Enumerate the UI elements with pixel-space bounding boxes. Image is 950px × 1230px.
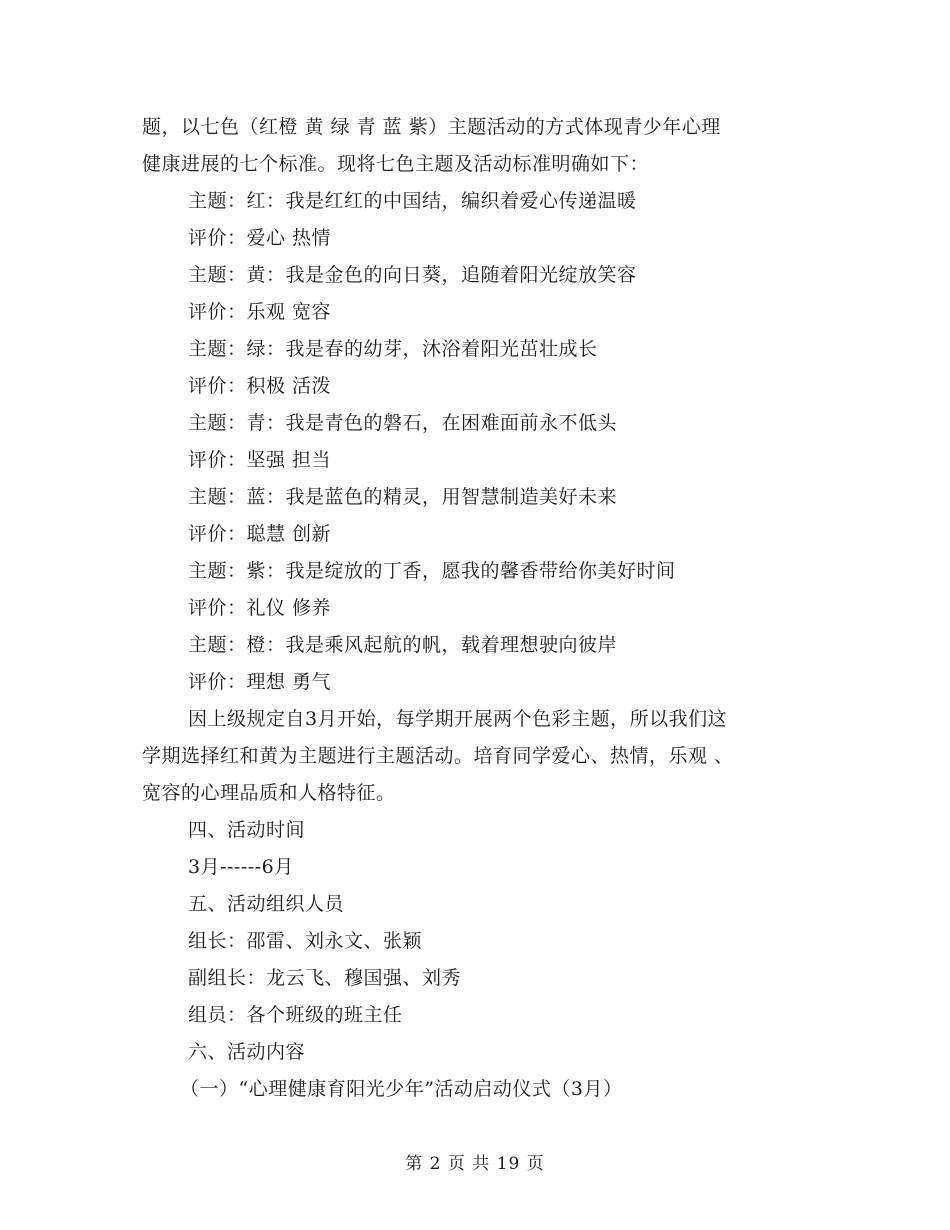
text-line: 学期选择红和黄为主题进行主题活动。培育同学爱心、热情，乐观 、 — [142, 745, 734, 767]
text-line: 主题：紫：我是绽放的丁香，愿我的馨香带给你美好时间 — [188, 560, 676, 582]
subsection-heading: （一）“心理健康育阳光少年”活动启动仪式（3月） — [180, 1078, 623, 1100]
text-line: 主题：红：我是红红的中国结，编织着爱心传递温暖 — [188, 190, 637, 212]
section-heading: 四、活动时间 — [188, 819, 306, 841]
text-line: 宽容的心理品质和人格特征。 — [142, 782, 396, 804]
text-line: 组长：邵雷、刘永文、张颖 — [188, 930, 423, 952]
text-line: 评价：理想 勇气 — [188, 671, 332, 693]
text-line: 评价：聪慧 创新 — [188, 523, 332, 545]
text-line: 评价：乐观 宽容 — [188, 301, 332, 323]
text-line: 评价：爱心 热情 — [188, 227, 332, 249]
text-line: 因上级规定自3月开始，每学期开展两个色彩主题，所以我们这 — [188, 708, 728, 730]
text-line: 3月------6月 — [188, 856, 294, 878]
text-line: 主题：蓝：我是蓝色的精灵，用智慧制造美好未来 — [188, 486, 618, 508]
text-line: 评价：坚强 担当 — [188, 449, 332, 471]
text-line: 主题：黄：我是金色的向日葵，追随着阳光绽放笑容 — [188, 264, 637, 286]
section-heading: 六、活动内容 — [188, 1041, 306, 1063]
text-line: 主题：青：我是青色的磐石，在困难面前永不低头 — [188, 412, 618, 434]
text-line: 主题：橙：我是乘风起航的帆，载着理想驶向彼岸 — [188, 634, 618, 656]
text-line: 健康进展的七个标准。现将七色主题及活动标准明确如下： — [142, 153, 650, 175]
text-line: 主题：绿：我是春的幼芽，沐浴着阳光茁壮成长 — [188, 338, 598, 360]
text-line: 评价：礼仪 修养 — [188, 597, 332, 619]
text-line: 组员：各个班级的班主任 — [188, 1004, 403, 1026]
text-line: 副组长：龙云飞、穆国强、刘秀 — [188, 967, 462, 989]
page-number-footer: 第 2 页 共 19 页 — [405, 1154, 545, 1174]
section-heading: 五、活动组织人员 — [188, 893, 345, 915]
text-line: 评价：积极 活泼 — [188, 375, 332, 397]
text-line: 题，以七色（红橙 黄 绿 青 蓝 紫）主题活动的方式体现青少年心理 — [142, 116, 721, 138]
